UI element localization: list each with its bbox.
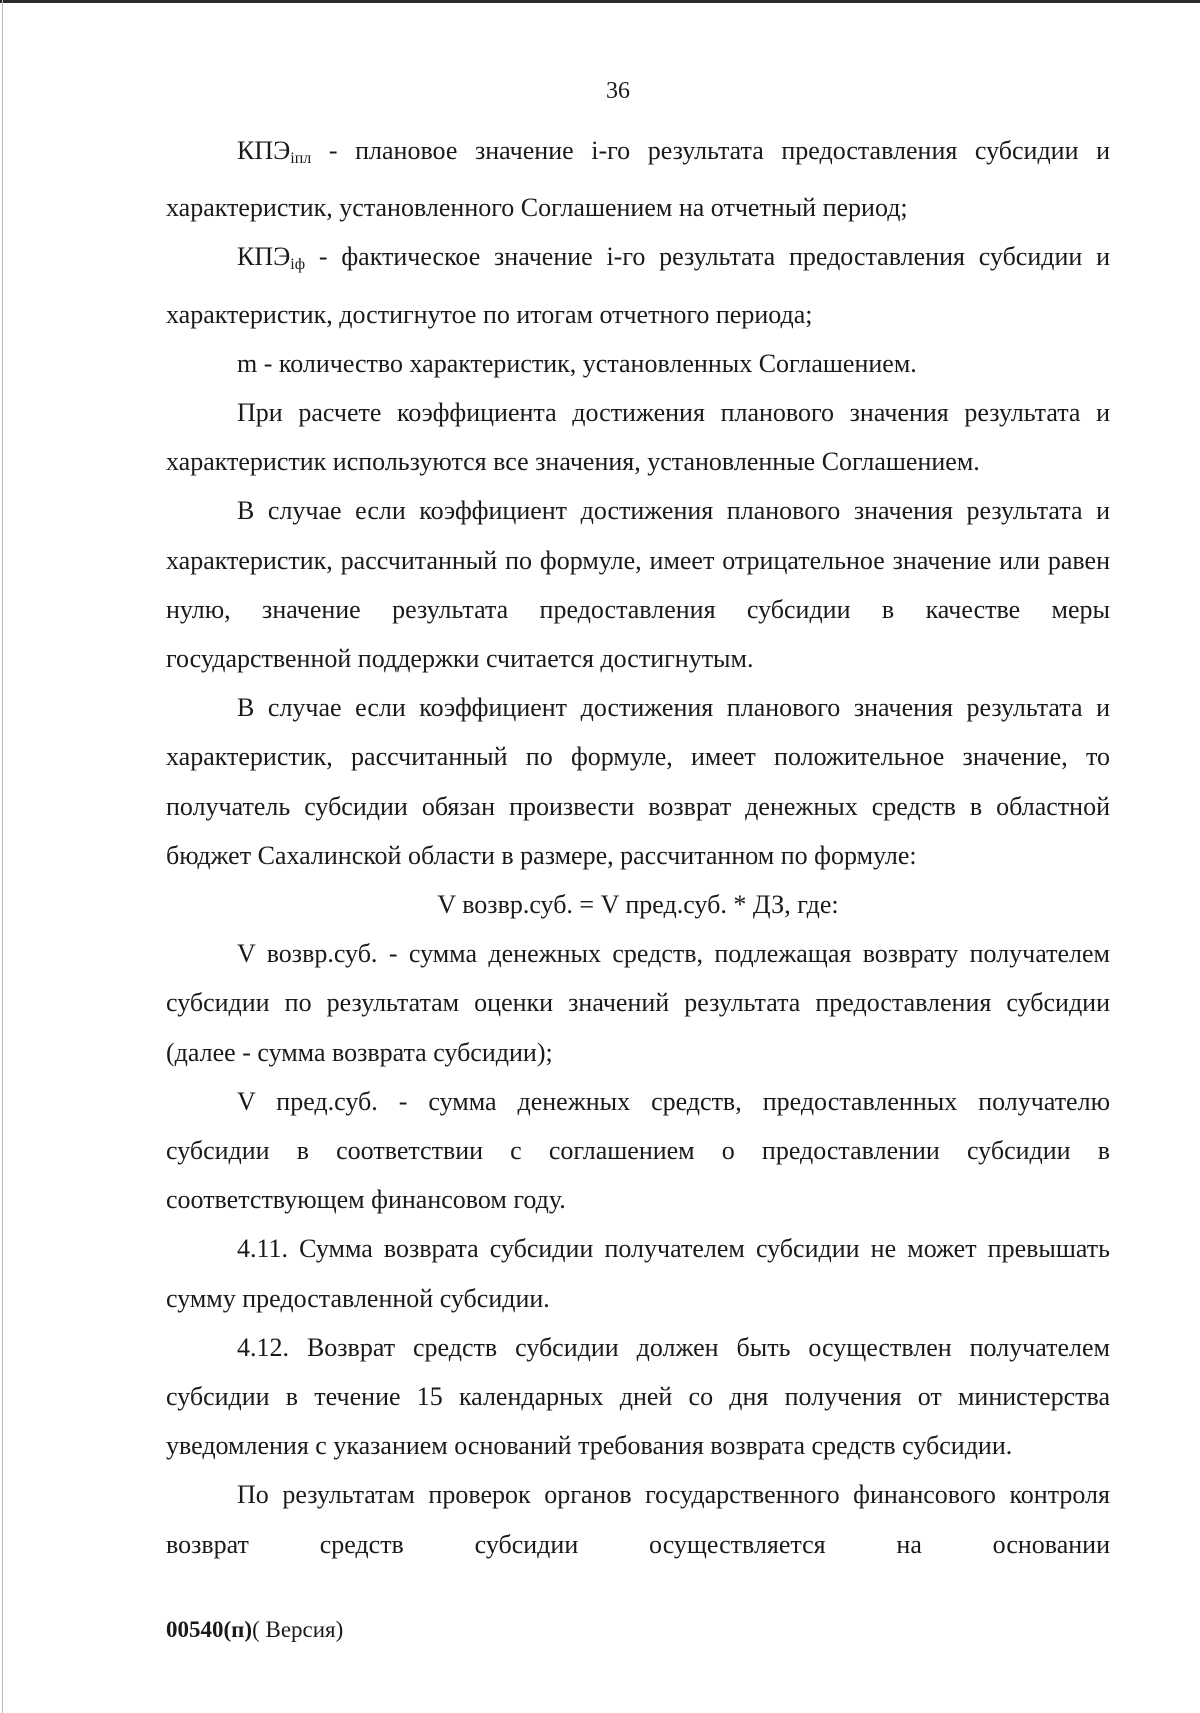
paragraph-v-refund-definition: V возвр.суб. - сумма денежных средств, подлежащая возврату получателем субсидии по результатам оценки значений результата предоставления субсидии (далее - сумма возврата субсидии); — [166, 939, 1110, 1067]
paragraph-kpe-plan — [166, 126, 1110, 232]
paragraph-4-11: 4.11. Сумма возврата субсидии получателем субсидии не может превышать сумму предоставленной субсидии. — [166, 1234, 1110, 1313]
page-number: 36 — [606, 78, 630, 104]
document-code: 00540(п) — [166, 1617, 253, 1642]
kpe-subscript-fact: iф — [290, 256, 306, 274]
kpe-fact-definition: - фактическое значение i-го результата предоставления субсидии и характеристик, достигнутое по итогам отчетного периода; — [166, 242, 1110, 329]
paragraph-kpe-fact — [166, 232, 1110, 338]
kpe-plan-definition: - плановое значение i-го результата предоставления субсидии и характеристик, установленного Соглашением на отчетный период; — [166, 136, 1110, 223]
refund-formula: V возвр.суб. = V пред.суб. * ДЗ, где: — [437, 890, 839, 920]
paragraph-positive-coefficient: В случае если коэффициент достижения планового значения результата и характеристик, рассчитанный по формуле, имеет положительное значение, то получатель субсидии обязан произвести возврат денежных средств в областной бюджет Сахалинской области в размере, рассчитанном по формуле: — [166, 693, 1110, 870]
document-footer — [166, 1615, 343, 1645]
paragraph-financial-control: По результатам проверок органов государственного финансового контроля возврат средств субсидии осуществляется на основании — [166, 1480, 1110, 1559]
kpe-symbol: КПЭ — [237, 136, 291, 165]
paragraph-calculation-values: При расчете коэффициента достижения планового значения результата и характеристик используются все значения, установленные Соглашением. — [166, 398, 1110, 477]
paragraph-4-12: 4.12. Возврат средств субсидии должен быть осуществлен получателем субсидии в течение 15 календарных дней со дня получения от министерства уведомления с указанием оснований требования возврата средств субсидии. — [166, 1332, 1110, 1461]
document-body — [166, 126, 1110, 1569]
kpe-symbol: КПЭ — [237, 242, 291, 272]
paragraph-m-definition: m - количество характеристик, установленных Соглашением. — [237, 348, 917, 378]
left-scan-edge — [2, 0, 3, 1713]
document-version: ( Версия) — [252, 1617, 344, 1642]
kpe-subscript-plan: iпл — [290, 150, 312, 167]
top-border-line — [0, 0, 1200, 3]
paragraph-negative-coefficient: В случае если коэффициент достижения планового значения результата и характеристик, рассчитанный по формуле, имеет отрицательное значение или равен нулю, значение результата предоставления субсидии в качестве меры государственной поддержки считается достигнутым. — [166, 496, 1110, 674]
paragraph-v-provided-definition: V пред.суб. - сумма денежных средств, предоставленных получателю субсидии в соответствии с соглашением о предоставлении субсидии в соответствующем финансовом году. — [166, 1086, 1110, 1215]
